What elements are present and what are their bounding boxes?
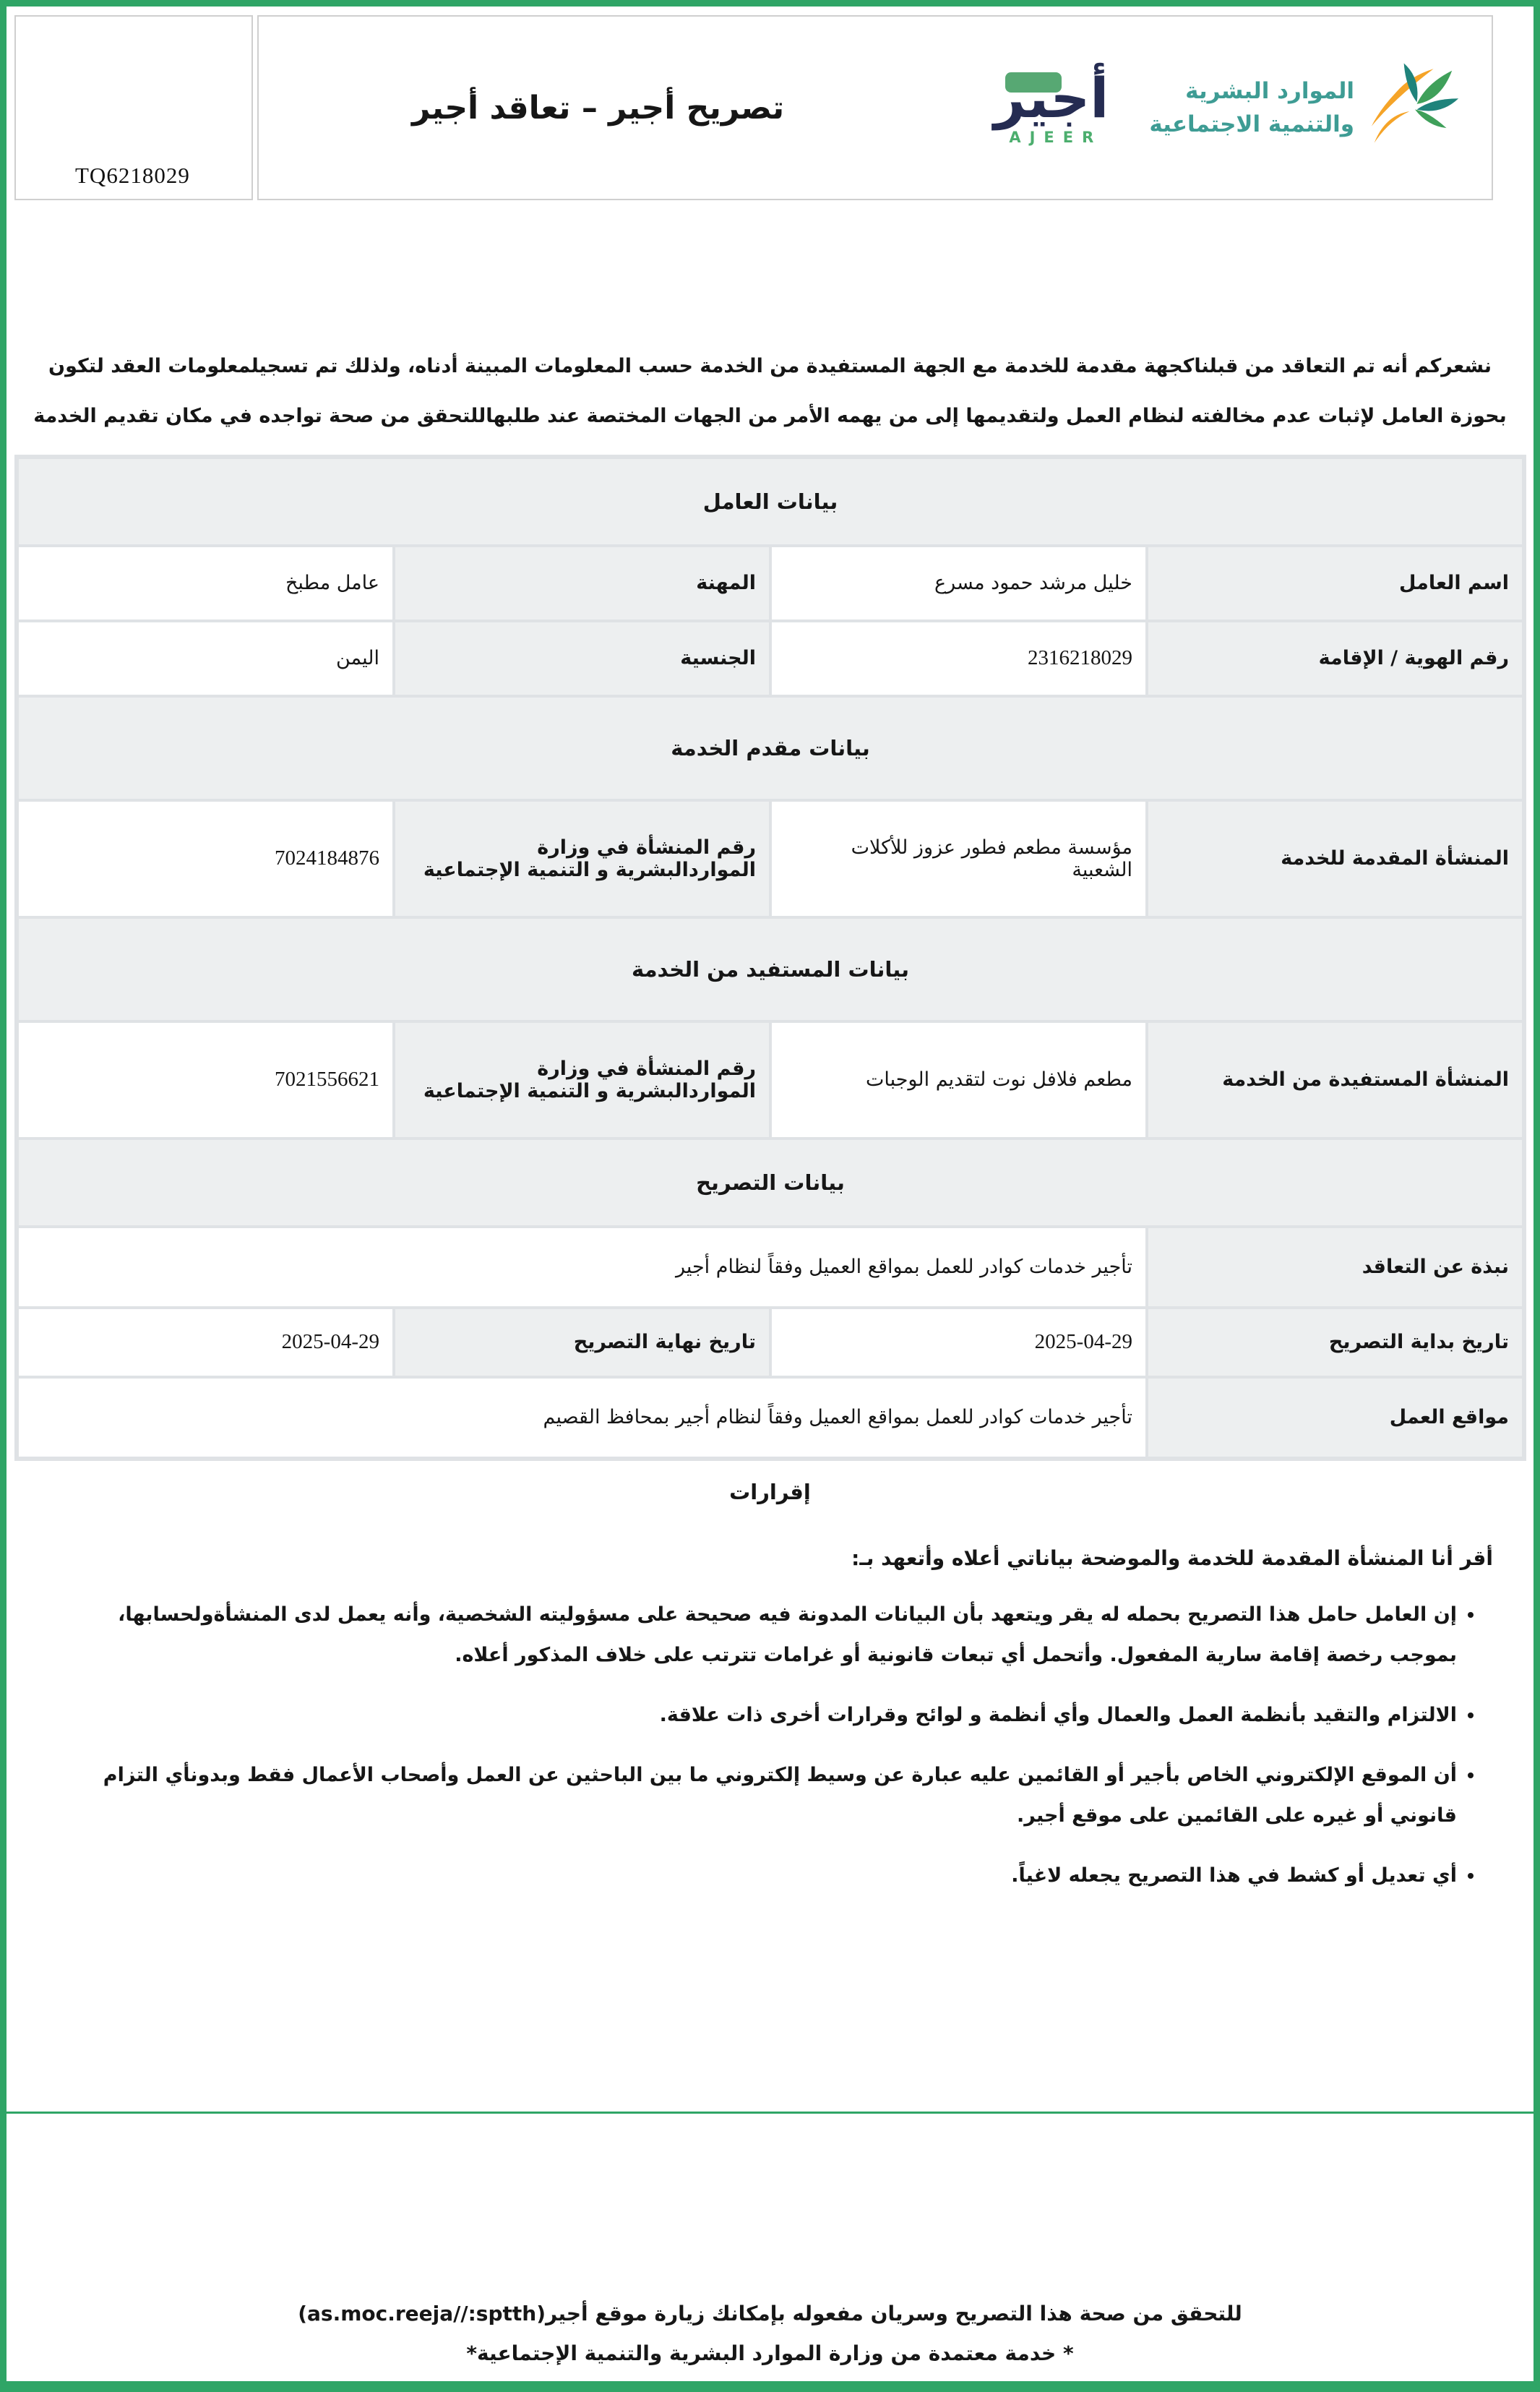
permit-number: TQ6218029: [75, 163, 190, 188]
table-row: [19, 1023, 1522, 1137]
worker-name-value: خليل مرشد حمود مسرع: [772, 547, 1145, 620]
permit-start-date-value: 2025-04-29: [772, 1309, 1145, 1376]
permit-end-date-label: تاريخ نهاية التصريح: [395, 1309, 769, 1376]
logo-group: [994, 61, 1492, 154]
table-row: [19, 547, 1522, 620]
provider-ministry-number-value: 7024184876: [19, 802, 392, 916]
intro-paragraph: نشعركم أنه تم التعاقد من قبلناكجهة مقدمة للخدمة مع الجهة المستفيدة من الخدمة حسب المعلومات المبينة أدناه، ولذلك تم تسجيلمعلومات العقد لتكون بحوزة العامل لإثبات عدم مخالفته لنظام العمل ولتقديمها إلى من يهمه الأمر من الجهات المختصة عند طلبهاللتحقق من صحة تواجده في مكان تقديم الخدمة: [33, 355, 1507, 427]
ajeer-arabic-wordmark: أجير: [994, 66, 1109, 131]
profession-value: عامل مطبخ: [19, 547, 392, 620]
work-locations-value: تأجير خدمات كوادر للعمل بمواقع العميل وفقاً لنظام أجير بمحافظ القصيم: [19, 1379, 1145, 1457]
ajeer-logo: [994, 66, 1109, 146]
worker-section-header-row: [19, 459, 1522, 544]
approved-service-note: * خدمة معتمدة من وزارة الموارد البشرية والتنمية الإجتماعية*: [466, 2341, 1074, 2365]
ministry-palm-icon: [1369, 61, 1461, 154]
table-row: [19, 622, 1522, 695]
beneficiary-section-title: بيانات المستفيد من الخدمة: [19, 919, 1522, 1020]
ministry-name: [1149, 74, 1354, 142]
verification-note: للتحقق من صحة هذا التصريح وسريان مفعوله بإمكانك زيارة موقع أجير(as.moc.reeja//:sptth): [298, 2302, 1242, 2325]
beneficiary-establishment-value: مطعم فلافل نوت لتقديم الوجبات: [772, 1023, 1145, 1137]
provider-section-title: بيانات مقدم الخدمة: [19, 698, 1522, 799]
worker-name-label: اسم العامل: [1148, 547, 1522, 620]
permit-start-date-label: تاريخ بداية التصريح: [1148, 1309, 1522, 1376]
document-header: [14, 15, 1526, 200]
worker-section-title: بيانات العامل: [19, 459, 1522, 544]
work-locations-label: مواقع العمل: [1148, 1379, 1522, 1457]
declaration-item: • الالتزام والتقيد بأنظمة العمل والعمال وأي أنظمة و لوائح وقرارات أخرى ذات علاقة.: [50, 1695, 1457, 1736]
beneficiary-establishment-label: المنشأة المستفيدة من الخدمة: [1148, 1023, 1522, 1137]
permit-number-box: [14, 15, 253, 200]
ajeer-latin-wordmark: AJEER: [1009, 128, 1103, 146]
contract-summary-value: تأجير خدمات كوادر للعمل بمواقع العميل وفقاً لنظام أجير: [19, 1228, 1145, 1306]
permit-table: [14, 455, 1526, 1461]
provider-establishment-value: مؤسسة مطعم فطور عزوز للأكلات الشعبية: [772, 802, 1145, 916]
declarations-title: إقرارات: [729, 1479, 811, 1504]
table-row: [19, 1228, 1522, 1306]
declaration-item: • أن الموقع الإلكتروني الخاص بأجير أو القائمين عليه عبارة عن وسيط إلكتروني ما بين الباحثين عن العمل وأصحاب الأعمال فقط وبدونأي التزام قانوني أو غيره على القائمين على موقع أجير.: [50, 1755, 1457, 1837]
nationality-label: الجنسية: [395, 622, 769, 695]
ministry-name-line1: الموارد البشرية: [1185, 77, 1354, 104]
id-number-value: 2316218029: [772, 622, 1145, 695]
title-and-logos-box: [257, 15, 1493, 200]
id-number-label: رقم الهوية / الإقامة: [1148, 622, 1522, 695]
declarations-list: [50, 1595, 1486, 1897]
table-row: [19, 1309, 1522, 1376]
provider-establishment-label: المنشأة المقدمة للخدمة: [1148, 802, 1522, 916]
table-row: [19, 1379, 1522, 1457]
footer-divider-line: [7, 2112, 1533, 2114]
contract-summary-label: نبذة عن التعاقد: [1148, 1228, 1522, 1306]
permit-section-title: بيانات التصريح: [19, 1140, 1522, 1225]
beneficiary-ministry-number-value: 7021556621: [19, 1023, 392, 1137]
beneficiary-section-header-row: [19, 919, 1522, 1020]
declarations-intro: أقر أنا المنشأة المقدمة للخدمة والموضحة بياناتي أعلاه وأتعهد بـ:: [851, 1546, 1493, 1570]
beneficiary-ministry-number-label: رقم المنشأة في وزارة المواردالبشرية و التنمية الإجتماعية: [395, 1023, 769, 1137]
provider-section-header-row: [19, 698, 1522, 799]
document-title: تصريح أجير – تعاقد أجير: [412, 89, 785, 127]
table-row: [19, 802, 1522, 916]
permit-section-header-row: [19, 1140, 1522, 1225]
provider-ministry-number-label: رقم المنشأة في وزارة المواردالبشرية و التنمية الإجتماعية: [395, 802, 769, 916]
declaration-item: • إن العامل حامل هذا التصريح بحمله له يقر ويتعهد بأن البيانات المدونة فيه صحيحة على مسؤوليته الشخصية، وأنه يعمل لدى المنشأةولحسابها، بموجب رخصة إقامة سارية المفعول. وأتحمل أي تبعات قانونية أو غرامات تترتب على خلاف المذكور أعلاه.: [50, 1595, 1457, 1676]
nationality-value: اليمن: [19, 622, 392, 695]
ministry-logo: [1149, 61, 1461, 154]
declaration-item: • أي تعديل أو كشط في هذا التصريح يجعله لاغياً.: [50, 1856, 1457, 1897]
permit-end-date-value: 2025-04-29: [19, 1309, 392, 1376]
document-footer: [7, 2302, 1533, 2365]
profession-label: المهنة: [395, 547, 769, 620]
ministry-name-line2: والتنمية الاجتماعية: [1149, 111, 1354, 137]
